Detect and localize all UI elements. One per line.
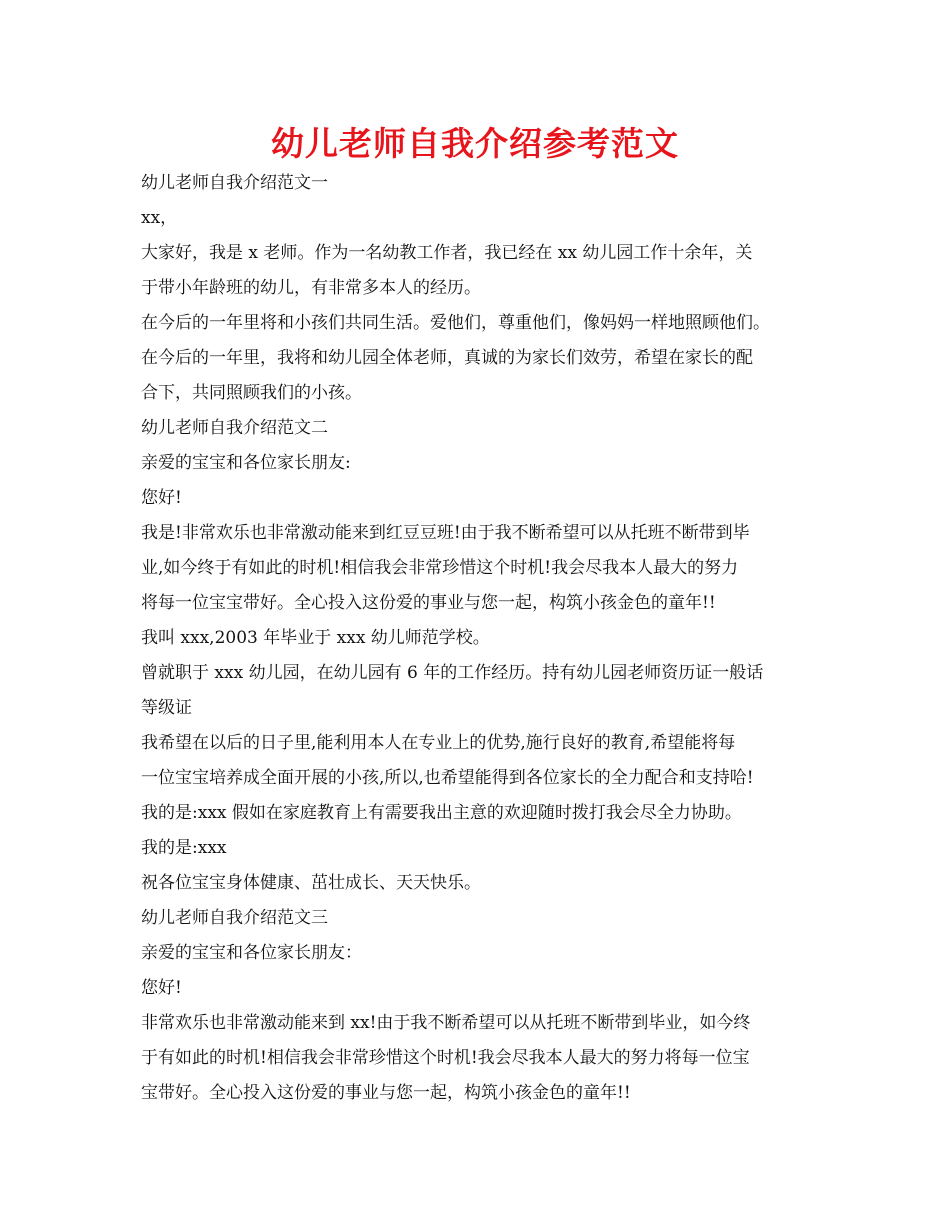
paragraph-line: 您好! bbox=[141, 978, 182, 998]
paragraph-line: 业,如今终于有如此的时机!相信我会非常珍惜这个时机!我会尽我本人最大的努力 bbox=[141, 558, 739, 578]
paragraph-line: 您好! bbox=[141, 488, 182, 508]
paragraph-line: 曾就职于 xxx 幼儿园，在幼儿园有 6 年的工作经历。持有幼儿园老师资历证一般话 bbox=[141, 663, 764, 683]
paragraph-line: 祝各位宝宝身体健康、茁壮成长、天天快乐。 bbox=[141, 873, 481, 893]
paragraph-line: 将每一位宝宝带好。全心投入这份爱的事业与您一起，构筑小孩金色的童年!! bbox=[141, 593, 716, 613]
paragraph-line: 宝带好。全心投入这份爱的事业与您一起，构筑小孩金色的童年!! bbox=[141, 1083, 631, 1103]
paragraph-line: 我的是:xxx 假如在家庭教育上有需要我出主意的欢迎随时拨打我会尽全力协助。 bbox=[141, 803, 742, 823]
paragraph-line: 幼儿老师自我介绍范文二 bbox=[141, 418, 328, 438]
paragraph-line: 大家好，我是 x 老师。作为一名幼教工作者，我已经在 xx 幼儿园工作十余年，关 bbox=[141, 243, 753, 263]
paragraph-line: 于带小年龄班的幼儿，有非常多本人的经历。 bbox=[141, 278, 481, 298]
paragraph-line: 亲爱的宝宝和各位家长朋友: bbox=[141, 453, 351, 473]
paragraph-line: 合下，共同照顾我们的小孩。 bbox=[141, 383, 362, 403]
paragraph-line: 非常欢乐也非常激动能来到 xx!由于我不断希望可以从托班不断带到毕业，如今终 bbox=[141, 1013, 751, 1033]
paragraph-line: 于有如此的时机!相信我会非常珍惜这个时机!我会尽我本人最大的努力将每一位宝 bbox=[141, 1048, 750, 1068]
document-title: 幼儿老师自我介绍参考范文 bbox=[271, 124, 679, 163]
paragraph-line: 我的是:xxx bbox=[141, 838, 227, 858]
paragraph-line: 一位宝宝培养成全面开展的小孩,所以,也希望能得到各位家长的全力配合和支持哈! bbox=[141, 768, 754, 788]
paragraph-line: 我希望在以后的日子里,能利用本人在专业上的优势,施行良好的教育,希望能将每 bbox=[141, 733, 736, 753]
paragraph-line: 幼儿老师自我介绍范文一 bbox=[141, 173, 328, 193]
paragraph-line: 我是!非常欢乐也非常激动能来到红豆豆班!由于我不断希望可以从托班不断带到毕 bbox=[141, 523, 750, 543]
paragraph-line: 我叫 xxx,2003 年毕业于 xxx 幼儿师范学校。 bbox=[141, 628, 490, 648]
paragraph-line: 在今后的一年里，我将和幼儿园全体老师，真诚的为家长们效劳，希望在家长的配 bbox=[141, 348, 753, 368]
paragraph-line: 等级证 bbox=[141, 698, 192, 718]
document-body bbox=[141, 166, 821, 1111]
paragraph-line: xx， bbox=[141, 208, 178, 228]
paragraph-line: 在今后的一年里将和小孩们共同生活。爱他们，尊重他们，像妈妈一样地照顾他们。 bbox=[141, 313, 770, 333]
paragraph-line: 幼儿老师自我介绍范文三 bbox=[141, 908, 328, 928]
paragraph-line: 亲爱的宝宝和各位家长朋友： bbox=[141, 943, 362, 963]
